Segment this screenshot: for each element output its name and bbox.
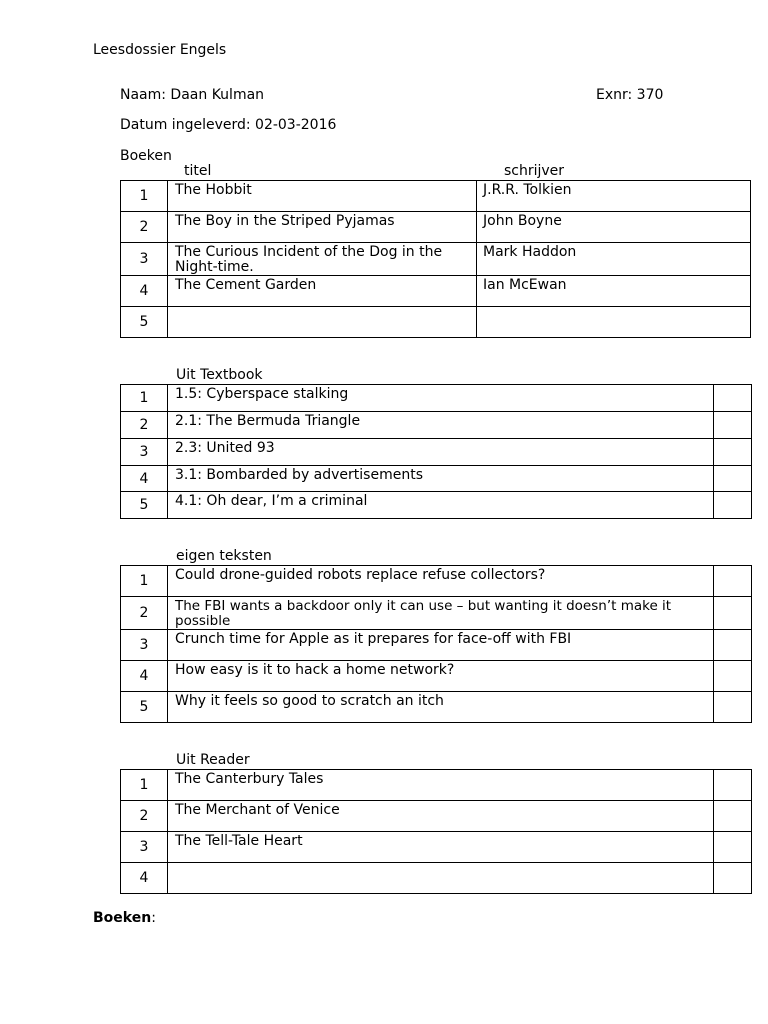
table-row [121, 801, 752, 832]
column-header-schrijver: schrijver [504, 163, 565, 179]
table-row [121, 692, 752, 723]
text-title: Crunch time for Apple as it prepares for face-off with FBI [168, 630, 714, 661]
row-number: 4 [121, 466, 168, 492]
footer-boeken-label: Boeken [93, 910, 152, 926]
table-row [121, 276, 751, 307]
text-title: Could drone-guided robots replace refuse collectors? [168, 566, 714, 597]
text-title: 4.1: Oh dear, I’m a criminal [168, 492, 714, 519]
document-title: Leesdossier Engels [93, 42, 227, 58]
row-number: 3 [121, 243, 168, 276]
row-number: 5 [121, 692, 168, 723]
boeken-table [120, 180, 751, 338]
row-number: 1 [121, 385, 168, 412]
row-number: 4 [121, 661, 168, 692]
table-row [121, 243, 751, 276]
table-row [121, 439, 752, 466]
row-number: 2 [121, 212, 168, 243]
check-cell [714, 863, 752, 894]
table-row [121, 630, 752, 661]
table-row [121, 181, 751, 212]
book-author: John Boyne [477, 212, 751, 243]
check-cell [714, 832, 752, 863]
check-cell [714, 566, 752, 597]
table-row [121, 385, 752, 412]
check-cell [714, 439, 752, 466]
text-title: Why it feels so good to scratch an itch [168, 692, 714, 723]
check-cell [714, 661, 752, 692]
row-number: 4 [121, 276, 168, 307]
text-title: The Tell-Tale Heart [168, 832, 714, 863]
text-title: 1.5: Cyberspace stalking [168, 385, 714, 412]
row-number: 5 [121, 307, 168, 338]
table-row [121, 597, 752, 630]
table-row [121, 863, 752, 894]
row-number: 3 [121, 630, 168, 661]
footer-colon: : [151, 910, 156, 926]
table-row [121, 566, 752, 597]
check-cell [714, 692, 752, 723]
eigen-teksten-heading: eigen teksten [176, 548, 272, 564]
table-row [121, 466, 752, 492]
row-number: 3 [121, 832, 168, 863]
row-number: 3 [121, 439, 168, 466]
check-cell [714, 770, 752, 801]
boeken-heading: Boeken [120, 148, 172, 164]
table-row [121, 307, 751, 338]
row-number: 5 [121, 492, 168, 519]
table-row [121, 661, 752, 692]
reader-table [120, 769, 752, 894]
check-cell [714, 801, 752, 832]
text-title: How easy is it to hack a home network? [168, 661, 714, 692]
book-title: The Cement Garden [168, 276, 477, 307]
book-title: The Curious Incident of the Dog in the Night-time. [168, 243, 477, 276]
text-title: 3.1: Bombarded by advertisements [168, 466, 714, 492]
row-number: 2 [121, 801, 168, 832]
book-title: The Hobbit [168, 181, 477, 212]
check-cell [714, 492, 752, 519]
text-title: The FBI wants a backdoor only it can use – but wanting it doesn’t make it possible [168, 597, 714, 630]
text-title: The Merchant of Venice [168, 801, 714, 832]
text-title: 2.3: United 93 [168, 439, 714, 466]
text-title: 2.1: The Bermuda Triangle [168, 412, 714, 439]
row-number: 1 [121, 566, 168, 597]
student-name: Naam: Daan Kulman [120, 87, 265, 103]
row-number: 1 [121, 181, 168, 212]
textbook-heading: Uit Textbook [176, 367, 263, 383]
row-number: 4 [121, 863, 168, 894]
exam-number: Exnr: 370 [596, 87, 664, 103]
book-author: J.R.R. Tolkien [477, 181, 751, 212]
check-cell [714, 412, 752, 439]
table-row [121, 832, 752, 863]
table-row [121, 492, 752, 519]
row-number: 2 [121, 597, 168, 630]
book-author [477, 307, 751, 338]
footer-label [93, 910, 156, 926]
row-number: 1 [121, 770, 168, 801]
table-row [121, 770, 752, 801]
book-author: Mark Haddon [477, 243, 751, 276]
check-cell [714, 385, 752, 412]
table-row [121, 212, 751, 243]
text-title: The Canterbury Tales [168, 770, 714, 801]
reader-heading: Uit Reader [176, 752, 250, 768]
submission-date: Datum ingeleverd: 02-03-2016 [120, 117, 337, 133]
column-header-titel: titel [184, 163, 212, 179]
book-title [168, 307, 477, 338]
check-cell [714, 630, 752, 661]
check-cell [714, 466, 752, 492]
text-title [168, 863, 714, 894]
eigen-teksten-table [120, 565, 752, 723]
table-row [121, 412, 752, 439]
row-number: 2 [121, 412, 168, 439]
check-cell [714, 597, 752, 630]
book-author: Ian McEwan [477, 276, 751, 307]
textbook-table [120, 384, 752, 519]
book-title: The Boy in the Striped Pyjamas [168, 212, 477, 243]
